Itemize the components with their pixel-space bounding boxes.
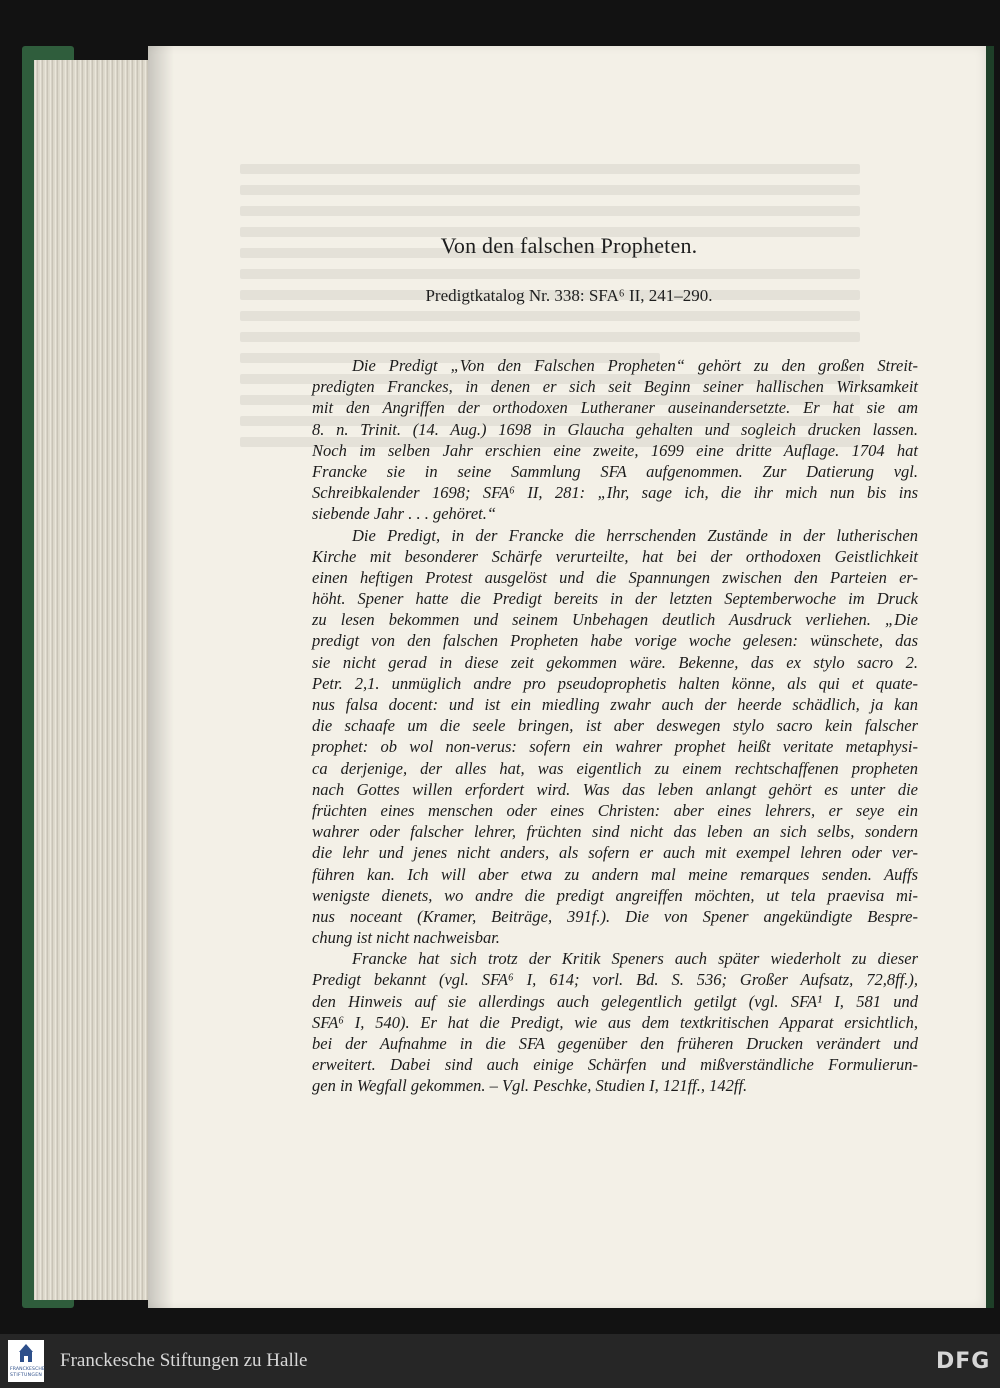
show-through-line: [240, 332, 860, 342]
body-line: die lehr und jenes nicht anders, als sofern er auch mit exempel lehren oder ver-: [312, 843, 918, 863]
body-line: nus noceant (Kramer, Beiträge, 391f.). Die von Spener angekündigte Bespre-: [312, 906, 918, 926]
show-through-line: [240, 311, 860, 321]
institution-link[interactable]: Franckesche Stiftungen zu Halle: [60, 1350, 308, 1371]
body-line: Predigt bekannt (vgl. SFA⁶ I, 614; vorl. Bd. S. 536; Großer Aufsatz, 72,8ff.),: [312, 970, 918, 990]
body-line: früchten eines menschen oder eines Christen: aber eines lehrers, er seye ein: [312, 800, 918, 820]
body-line: den Hinweis auf sie allerdings auch gelegentlich getilgt (vgl. SFA¹ I, 581 und: [312, 991, 918, 1011]
body-line: Schreibkalender 1698; SFA⁶ II, 281: „Ihr, sage ich, die ihr mich nun bis ins: [312, 483, 918, 503]
logo-roof-shape: [19, 1344, 33, 1352]
body-line: Petr. 2,1. unmüglich andre pro pseudoprophetis halten könne, als qui et quate-: [312, 673, 918, 693]
show-through-line: [240, 185, 860, 195]
show-through-line: [240, 269, 860, 279]
body-line: führen kan. Ich will aber etwa zu andern mal meine remarques senden. Auffs: [312, 864, 918, 884]
dfg-logo[interactable]: DFG: [936, 1349, 991, 1374]
body-line: chung ist nicht nachweisbar.: [312, 928, 500, 948]
body-line: bei der Aufnahme in die SFA gegenüber den früheren Drucken verändert und: [312, 1034, 918, 1053]
body-line: predigten Franckes, in denen er sich seit Beginn seiner hallischen Wirksamkeit: [312, 377, 918, 397]
body-line: Die Predigt „Von den Falschen Propheten“ gehört zu den großen Streit-: [352, 356, 918, 375]
body-line: Francke hat sich trotz der Kritik Speners auch später wiederholt zu dieser: [352, 949, 918, 969]
body-line: SFA⁶ I, 540). Er hat die Predigt, wie aus dem textkritischen Apparat ersichtlich,: [312, 1012, 918, 1032]
body-line: sie nicht gerad in diese zeit gekommen wäre. Bekenne, das ex stylo sacro 2.: [312, 652, 918, 672]
body-line: nus falsa docent: und ist ein miedling zwahr auch der heerde schädlich, ja kan: [312, 695, 918, 714]
body-line: höht. Spener hatte die Predigt bereits in der letzten Septemberwoche im Druck: [312, 589, 918, 609]
show-through-line: [240, 164, 860, 174]
body-line: Noch im selben Jahr erschien eine zweite, 1699 eine dritte Auflage. 1704 hat: [312, 440, 918, 460]
body-line: wenigste dienets, wo andre die predigt angreiffen möchten, ut tela praevisa mi-: [312, 885, 918, 905]
catalog-reference: Predigtkatalog Nr. 338: SFA⁶ II, 241–290.: [425, 286, 713, 305]
body-line: gen in Wegfall gekommen. – Vgl. Peschke, Studien I, 121ff., 142ff.: [312, 1076, 748, 1096]
page-stack-edges: [34, 60, 152, 1300]
body-text: [312, 355, 918, 1097]
body-line: predigt von den falschen Propheten habe vorige woche gelesen: wünschete, das: [312, 631, 918, 651]
body-line: siebende Jahr . . . gehöret.“: [312, 504, 497, 524]
body-line: nach Gottes willen erfordert wird. Was das leben anlangt gehört es unter die: [312, 779, 918, 799]
body-line: ca derjenige, der alles hat, was eigentlich zu einem rechtschaffenen propheten: [312, 758, 918, 778]
body-line: wahrer oder falscher lehrer, früchten sind nicht das leben an sich selbs, sondern: [312, 822, 918, 842]
logo-door-shape: [24, 1356, 28, 1362]
franckesche-stiftungen-logo[interactable]: [8, 1340, 44, 1382]
body-line: mit den Angriffen der orthodoxen Lutheraner auseinandersetzte. Er hat sie am: [312, 398, 918, 418]
body-line: Kirche mit besonderer Schärfe verurteilte, hat bei der orthodoxen Geistlichkeit: [312, 546, 918, 566]
logo-text-line2: STIFTUNGEN: [10, 1373, 43, 1378]
body-line: prophet: ob wol non-verus: sofern ein wahrer prophet heißt veritate metaphysi-: [312, 737, 918, 757]
show-through-line: [240, 206, 860, 216]
body-line: Die Predigt, in der Francke die herrschenden Zustände in der lutherischen: [352, 525, 918, 545]
body-line: erweitert. Dabei sind auch einige Schärfen und mißverständliche Formulierun-: [312, 1055, 918, 1075]
body-line: die schaafe um die seele bringen, ist aber deswegen stylo sacro kein falscher: [312, 716, 918, 736]
body-line: einen heftigen Protest ausgelöst und die Spannungen zwischen den Parteien er-: [312, 567, 918, 587]
body-line: 8. n. Trinit. (14. Aug.) 1698 in Glaucha gehalten und sogleich drucken lassen.: [312, 419, 918, 439]
body-line: Francke sie in seine Sammlung SFA aufgenommen. Zur Datierung vgl.: [312, 461, 918, 481]
page-title: Von den falschen Propheten.: [440, 233, 698, 258]
body-line: zu lesen bekommen und seinem Unbehagen deutlich Ausdruck verliehen. „Die: [312, 610, 918, 630]
logo-text-line1: FRANCKESCHE: [10, 1367, 45, 1372]
